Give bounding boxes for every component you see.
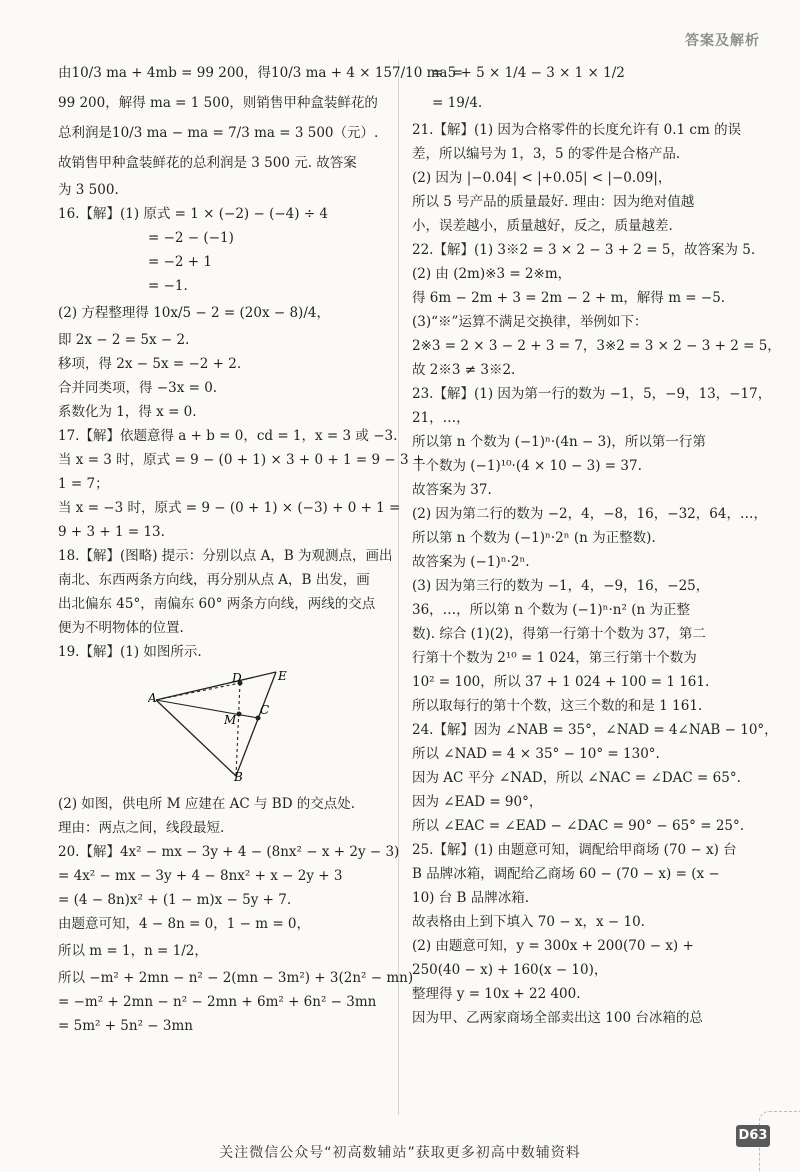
text-line: = 4x² − mx − 3y + 4 − 8nx² + x − 2y + 3 [58,868,343,884]
text-line: 所以 ∠EAC = ∠EAD − ∠DAC = 90° − 65° = 25°. [412,818,745,834]
text-line: 19.【解】(1) 如图所示. [58,644,202,660]
text-line: 21，…， [412,410,470,426]
text-line: (2) 因为第二行的数为 −2，4，−8，16，−32，64，…， [412,506,767,522]
geometry-figure [148,670,308,782]
figure-label-c: C [260,703,270,717]
text-line: 1 = 7； [58,476,109,492]
text-line: 2※3 = 2 × 3 − 2 + 3 = 7，3※2 = 3 × 2 − 3 + 2 = 5， [412,338,781,354]
section-header: 答案及解析 [685,33,760,49]
text-line: 移项，得 2x − 5x = −2 + 2. [58,356,242,372]
text-line: (2) 如图，供电所 M 应建在 AC 与 BD 的交点处. [58,796,356,812]
text-line: 故 2※3 ≠ 3※2. [412,362,516,378]
text-line: = 19/4. [432,95,483,111]
text-line: 所以第 n 个数为 (−1)ⁿ·2ⁿ (n 为正整数). [412,530,656,546]
figure-label-a: A [148,691,157,705]
text-line: 即 2x − 2 = 5x − 2. [58,332,190,348]
text-line: 南北、东西两条方向线，再分别从点 A，B 出发，画 [58,572,370,588]
text-line: 出北偏东 45°，南偏东 60° 两条方向线，两线的交点 [58,596,376,612]
text-line: 21.【解】(1) 因为合格零件的长度允许有 0.1 cm 的误 [412,122,742,138]
text-line: (2) 由题意可知，y = 300x + 200(70 − x) + [412,938,694,954]
text-line: 十个数为 (−1)¹⁰·(4 × 10 − 3) = 37. [412,458,642,474]
text-line: (2) 因为 |−0.04| < |+0.05| < |−0.09|， [412,170,672,186]
text-line: 18.【解】(图略) 提示：分别以点 A，B 为观测点，画出 [58,548,393,564]
text-line: 便为不明物体的位置. [58,620,184,636]
text-line: 整理得 y = 10x + 22 400. [412,986,581,1002]
text-line: 故答案为 (−1)ⁿ·2ⁿ. [412,554,530,570]
text-line: 故表格由上到下填入 70 − x，x − 10. [412,914,645,930]
text-line: = −2 + 1 [148,254,212,270]
text-line: 当 x = 3 时，原式 = 9 − (0 + 1) × 3 + 0 + 1 = 9 − 3 + [58,452,425,468]
text-line: 因为 ∠EAD = 90°， [412,794,543,810]
text-line: 25.【解】(1) 由题意可知，调配给甲商场 (70 − x) 台 [412,842,737,858]
text-line: 总利润是10/3 ma − ma = 7/3 ma = 3 500（元）. [58,125,379,141]
text-line: 9 + 3 + 1 = 13. [58,524,165,540]
text-line: 得 6m − 2m + 3 = 2m − 2 + m，解得 m = −5. [412,290,726,306]
text-line: (2) 由 (2m)※3 = 2※m， [412,266,572,282]
text-line: 因为甲、乙两家商场全部卖出这 100 台冰箱的总 [412,1010,703,1026]
text-line: 20.【解】4x² − mx − 3y + 4 − (8nx² − x + 2y − 3) [58,844,400,860]
text-line: 16.【解】(1) 原式 = 1 × (−2) − (−4) ÷ 4 [58,206,329,222]
text-line: 故销售甲种盒装鲜花的总利润是 3 500 元. 故答案 [58,155,357,171]
text-line: 系数化为 1，得 x = 0. [58,404,197,420]
text-line: 17.【解】依题意得 a + b = 0，cd = 1，x = 3 或 −3. [58,428,398,444]
text-line: 行第十个数为 2¹⁰ = 1 024，第三行第十个数为 [412,650,697,666]
text-line: = −m² + 2mn − n² − 2mn + 6m² + 6n² − 3mn [58,994,377,1010]
text-line: 22.【解】(1) 3※2 = 3 × 2 − 3 + 2 = 5，故答案为 5. [412,242,756,258]
text-line: = 5m² + 5n² − 3mn [58,1018,193,1034]
text-line: 小，误差越小，质量越好，反之，质量越差. [412,218,673,234]
text-line: 10² = 100，所以 37 + 1 024 + 100 = 1 161. [412,674,710,690]
text-line: 理由：两点之间，线段最短. [58,820,225,836]
text-line: B 品牌冰箱，调配给乙商场 60 − (70 − x) = (x − [412,866,720,882]
figure-label-b: B [234,770,243,782]
page-number: D63 [736,1125,770,1147]
text-line: (3)“※”运算不满足交换律，举例如下： [412,314,648,330]
text-line: 所以 5 号产品的质量最好. 理由：因为绝对值越 [412,194,695,210]
text-line: 由10/3 ma + 4mb = 99 200，得10/3 ma + 4 × 157/10 ma = [58,65,464,81]
text-line: 所以 ∠NAD = 4 × 35° − 10° = 130°. [412,746,660,762]
figure-label-e: E [278,670,287,683]
figure-label-d: D [232,671,242,685]
text-line: 250(40 − x) + 160(x − 10)， [412,962,608,978]
text-line: 数). 综合 (1)(2)，得第一行第十个数为 37，第二 [412,626,706,642]
text-line: 为 3 500. [58,182,119,198]
column-divider [398,60,399,1115]
text-line: 当 x = −3 时，原式 = 9 − (0 + 1) × (−3) + 0 + 1 = [58,500,401,516]
text-line: 99 200，解得 ma = 1 500，则销售甲种盒装鲜花的 [58,95,378,111]
text-line: (3) 因为第三行的数为 −1，4，−9，16，−25， [412,578,710,594]
footer-note: 关注微信公众号“初高数辅站”获取更多初高中数辅资料 [219,1145,581,1161]
text-line: 24.【解】因为 ∠NAB = 35°，∠NAD = 4∠NAB − 10°， [412,722,778,738]
text-line: 所以 m = 1，n = 1/2， [58,943,208,959]
figure-label-m: M [224,713,237,727]
text-line: 因为 AC 平分 ∠NAD，所以 ∠NAC = ∠DAC = 65°. [412,770,741,786]
text-line: = −2 − (−1) [148,230,234,246]
right-column [412,58,781,1030]
text-line: 23.【解】(1) 因为第一行的数为 −1，5，−9，13，−17， [412,386,772,402]
text-line: 所以取每行的第十个数，这三个数的和是 1 161. [412,698,703,714]
text-line: 所以 −m² + 2mn − n² − 2(mn − 3m²) + 3(2n² − mn) [58,970,414,986]
text-line: = −1. [148,278,188,294]
text-line: 10) 台 B 品牌冰箱. [412,890,530,906]
text-line: (2) 方程整理得 10x/5 − 2 = (20x − 8)/4， [58,305,330,321]
text-line: 故答案为 37. [412,482,492,498]
text-line: = 5 + 5 × 1/4 − 3 × 1 × 1/2 [432,65,625,81]
text-line: 36，…，所以第 n 个数为 (−1)ⁿ·n² (n 为正整 [412,602,690,618]
text-line: 差，所以编号为 1，3，5 的零件是合格产品. [412,146,681,162]
text-line: 由题意可知，4 − 8n = 0，1 − m = 0， [58,916,311,932]
text-line: = (4 − 8n)x² + (1 − m)x − 5y + 7. [58,892,292,908]
text-line: 合并同类项，得 −3x = 0. [58,380,218,396]
text-line: 所以第 n 个数为 (−1)ⁿ·(4n − 3)，所以第一行第 [412,434,706,450]
